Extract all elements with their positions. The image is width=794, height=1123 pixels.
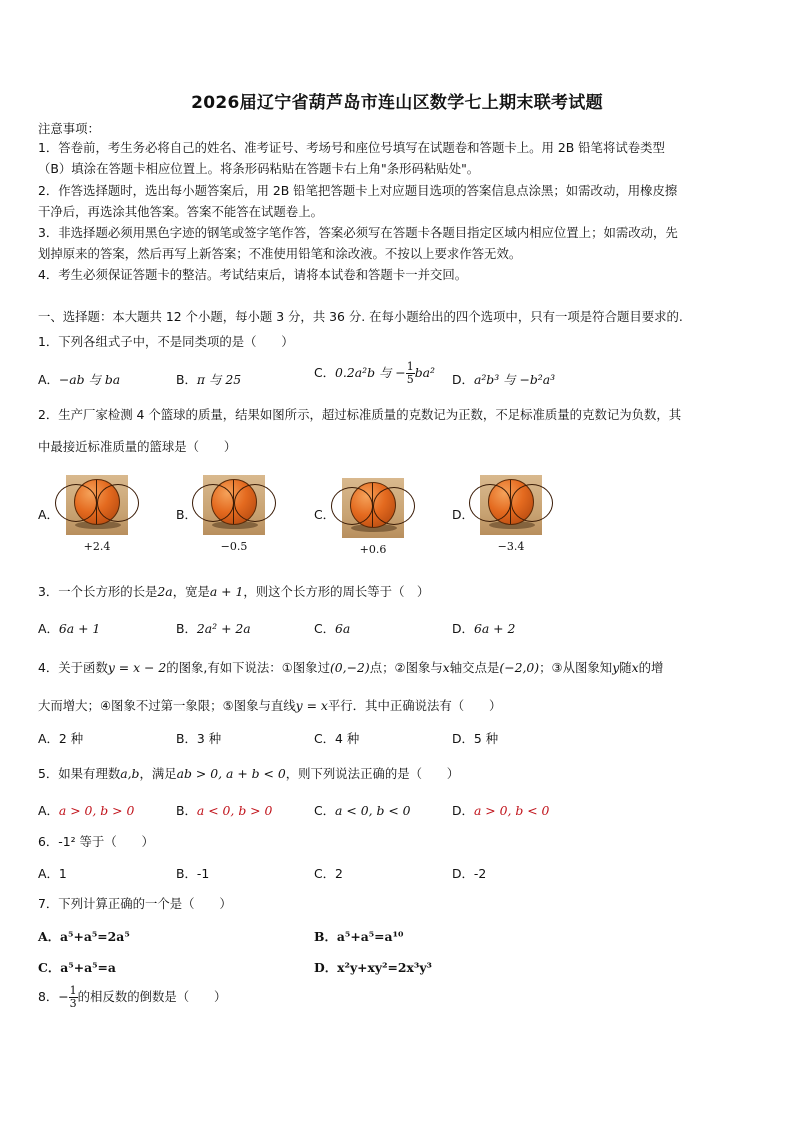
question-3-stem: 3．一个长方形的长是2a，宽是a + 1，则这个长方形的周长等于（ ）: [38, 584, 430, 599]
q1-option-a[interactable]: A．−ab 与 ba: [38, 372, 121, 387]
q3-option-a[interactable]: A．6a + 1: [38, 621, 101, 636]
q6-option-a[interactable]: A．1: [38, 866, 67, 881]
question-6-stem: 6．-1² 等于（ ）: [38, 834, 154, 849]
question-5-stem: 5．如果有理数a,b，满足ab > 0, a + b < 0，则下列说法正确的是（ ）: [38, 766, 460, 781]
q7-option-c[interactable]: C．a⁵+a⁵=a: [38, 960, 116, 975]
basketball-image: [342, 478, 404, 538]
q6-option-c[interactable]: C．2: [314, 866, 343, 881]
q5-option-d[interactable]: D．a > 0, b < 0: [452, 803, 550, 818]
question-7-stem: 7．下列计算正确的一个是（ ）: [38, 896, 232, 911]
q4-option-b[interactable]: B．3 种: [176, 731, 222, 746]
notice-line: 2．作答选择题时，选出每小题答案后，用 2B 铅笔把答题卡上对应题目选项的答案信息点涂黑；如需改动，用橡皮擦: [38, 183, 678, 198]
question-4-stem: 4．关于函数y = x − 2的图象,有如下说法：①图象过(0,−2)点；②图象与x轴交点是(−2,0)；③从图象知y随x的增: [38, 660, 664, 675]
q3-option-b[interactable]: B．2a² + 2a: [176, 621, 251, 636]
basketball-mass-value: +0.6: [359, 543, 387, 556]
fraction: $\frac{1}{5}$: [406, 360, 414, 386]
q1-option-d[interactable]: D．a²b³ 与 −b²a³: [452, 372, 556, 387]
q5-option-c[interactable]: C．a < 0, b < 0: [314, 803, 411, 818]
notice-line: 3．非选择题必须用黑色字迹的钢笔或签字笔作答，答案必须写在答题卡各题目指定区域内相应位置上；如需改动，先: [38, 225, 678, 240]
fraction: $\frac{1}{3}$: [69, 984, 77, 1010]
notice-heading: 注意事项：: [38, 121, 100, 136]
q3-option-d[interactable]: D．6a + 2: [452, 621, 516, 636]
q4-option-a[interactable]: A．2 种: [38, 731, 84, 746]
q7-option-d[interactable]: D．x²y+xy²=2x³y³: [314, 960, 432, 975]
q5-option-a[interactable]: A．a > 0, b > 0: [38, 803, 135, 818]
basketball-mass-value: −3.4: [497, 540, 525, 553]
notice-line: 1．答卷前，考生务必将自己的姓名、准考证号、考场号和座位号填写在试题卷和答题卡上。用 2B 铅笔将试卷类型: [38, 140, 665, 155]
q1-option-b[interactable]: B．π 与 25: [176, 372, 242, 387]
question-4-stem: 大而增大；④图象不过第一象限；⑤图象与直线y = x平行．其中正确说法有（ ）: [38, 698, 502, 713]
basketball-image: [203, 475, 265, 535]
basketball-mass-value: −0.5: [220, 540, 248, 553]
question-2-stem: 2．生产厂家检测 4 个篮球的质量，结果如图所示，超过标准质量的克数记为正数，不足标准质量的克数记为负数，其: [38, 407, 682, 422]
question-8-stem: 8．− $\frac{1}{3}$ 的相反数的倒数是（ ）: [38, 984, 227, 1010]
question-1-stem: 1．下列各组式子中，不是同类项的是（ ）: [38, 334, 294, 349]
q5-option-b[interactable]: B．a < 0, b > 0: [176, 803, 273, 818]
q2-option-c-label[interactable]: C．: [314, 507, 336, 522]
q4-option-c[interactable]: C．4 种: [314, 731, 360, 746]
section-heading: 一、选择题：本大题共 12 个小题，每小题 3 分，共 36 分. 在每小题给出的四个选项中，只有一项是符合题目要求的.: [38, 309, 683, 324]
q7-option-b[interactable]: B．a⁵+a⁵=a¹⁰: [314, 929, 404, 944]
question-2-stem: 中最接近标准质量的篮球是（ ）: [38, 439, 237, 454]
notice-line: 划掉原来的答案，然后再写上新答案；不准使用铅笔和涂改液。不按以上要求作答无效。: [38, 246, 522, 261]
notice-line: （B）填涂在答题卡相应位置上。将条形码粘贴在答题卡右上角"条形码粘贴处"。: [38, 161, 480, 176]
q2-option-b-label[interactable]: B．: [176, 507, 197, 522]
basketball-image: [480, 475, 542, 535]
basketball-mass-value: +2.4: [83, 540, 111, 553]
notice-line: 干净后，再选涂其他答案。答案不能答在试题卷上。: [38, 204, 323, 219]
q3-option-c[interactable]: C．6a: [314, 621, 351, 636]
notice-line: 4．考生必须保证答题卡的整洁。考试结束后，请将本试卷和答题卡一并交回。: [38, 267, 468, 282]
q6-option-b[interactable]: B．-1: [176, 866, 210, 881]
q2-option-d-label[interactable]: D．: [452, 507, 474, 522]
basketball-image: [66, 475, 128, 535]
q2-option-a-label[interactable]: A．: [38, 507, 59, 522]
exam-title: 2026届辽宁省葫芦岛市连山区数学七上期末联考试题: [191, 93, 603, 113]
q6-option-d[interactable]: D．-2: [452, 866, 487, 881]
q1-option-c[interactable]: C．0.2a²b 与 − $\frac{1}{5}$ ba²: [314, 360, 435, 386]
q4-option-d[interactable]: D．5 种: [452, 731, 499, 746]
q7-option-a[interactable]: A．a⁵+a⁵=2a⁵: [38, 929, 130, 944]
